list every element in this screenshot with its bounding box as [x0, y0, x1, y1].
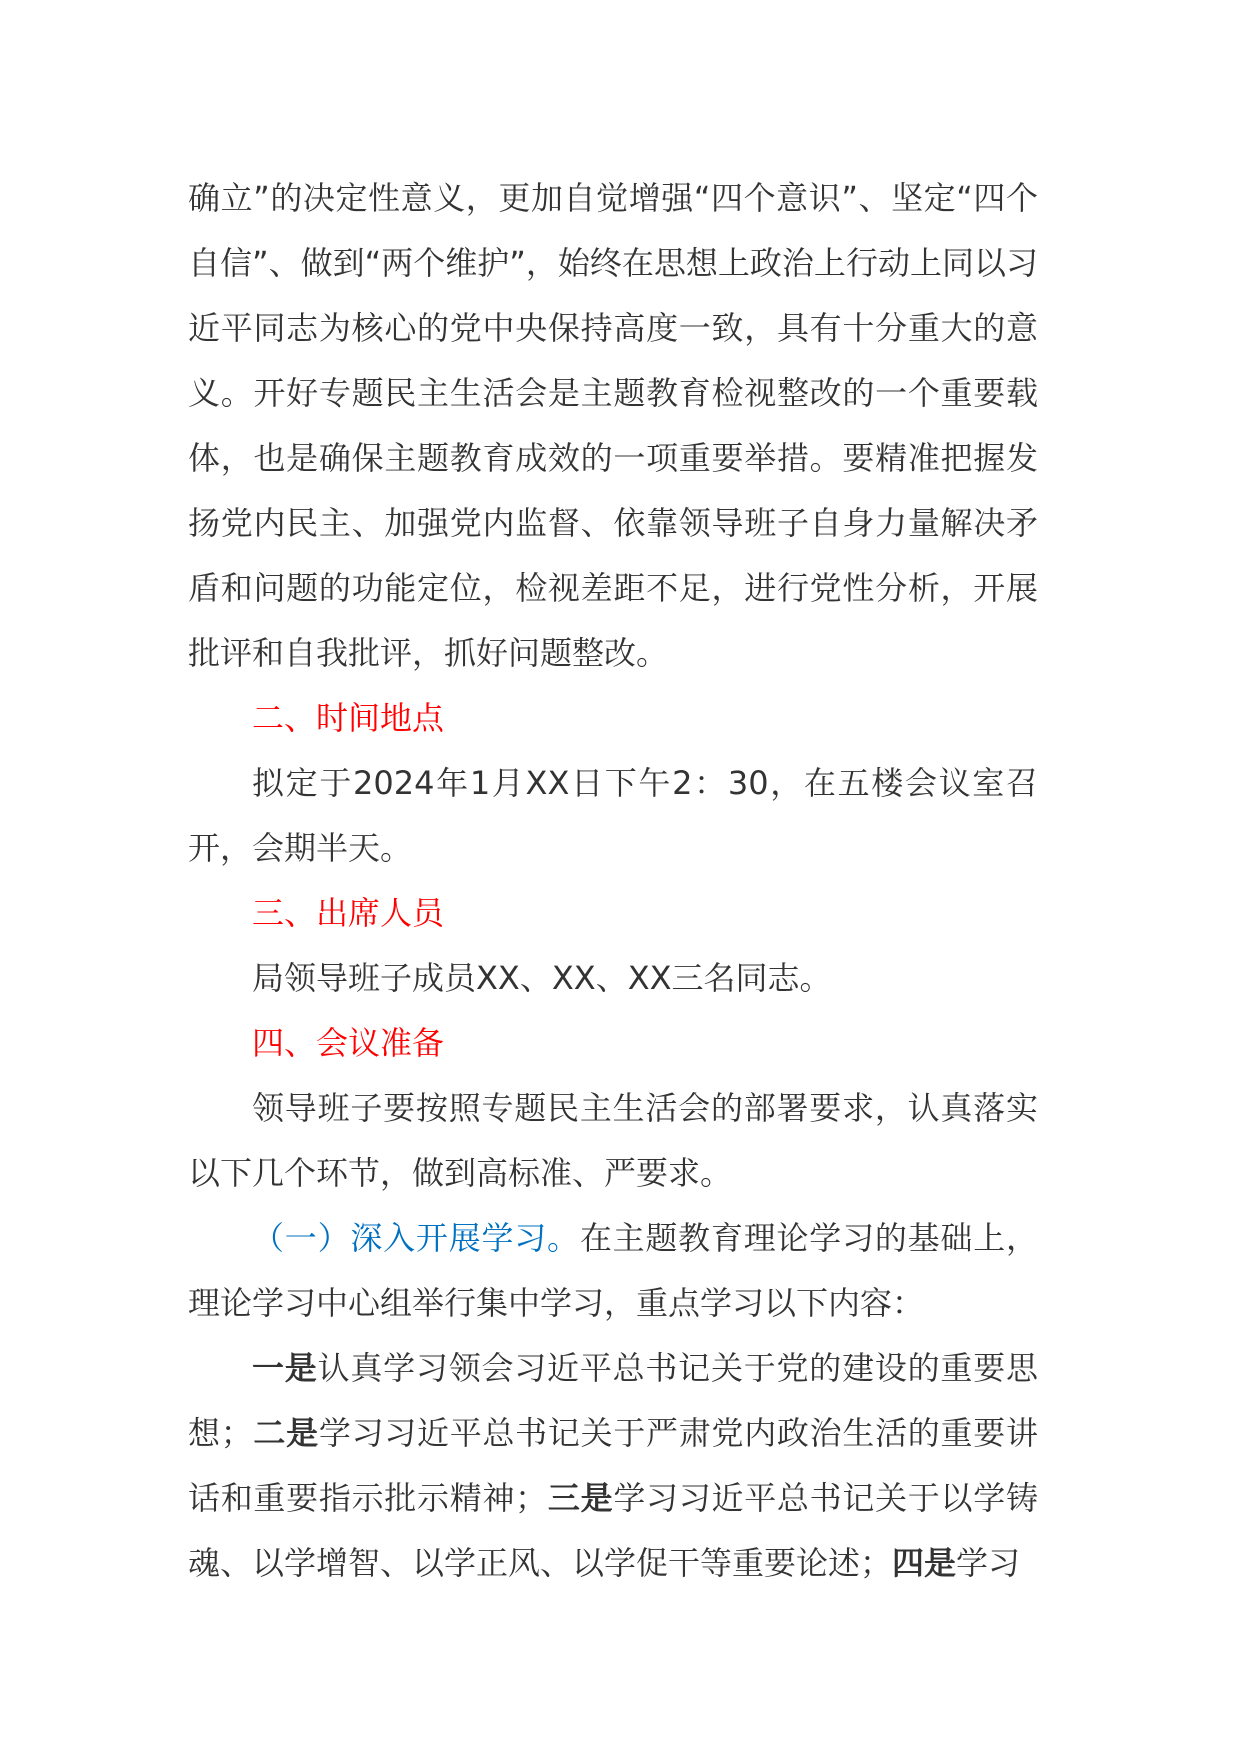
item-label: 四是: [892, 1544, 957, 1582]
study-paragraph: [188, 1206, 1038, 1336]
time-place-paragraph: 拟定于2024年1月XX日下午2：30，在五楼会议室召开，会期半天。: [188, 764, 1038, 867]
item-text: 认真学习领会习近平总书记关于党的建设的重要思想；: [188, 1349, 1038, 1452]
preparation-paragraph: 领导班子要按照专题民主生活会的部署要求，认真落实以下几个环节，做到高标准、严要求。: [188, 1089, 1038, 1192]
intro-paragraph: 确立”的决定性意义，更加自觉增强“四个意识”、坚定“四个自信”、做到“两个维护”，始终在思想上政治上行动上同以习近平同志为核心的党中央保持高度一致，具有十分重大的意义。开好专题民主生活会是主题教育检视整改的一个重要载体，也是确保主题教育成效的一项重要举措。要精准把握发扬党内民主、加强党内监督、依靠领导班子自身力量解决矛盾和问题的功能定位，检视差距不足，进行党性分析，开展批评和自我批评，抓好问题整改。: [188, 179, 1038, 672]
document-body: [188, 166, 1038, 1596]
item-label: 一是: [252, 1349, 318, 1387]
section-heading-attendees: 三、出席人员: [252, 894, 445, 932]
item-label: 三是: [547, 1479, 614, 1517]
study-intro-text: 在主题教育理论学习的基础上，理论学习中心组举行集中学习，重点学习以下内容：: [188, 1219, 1038, 1322]
study-subheading: （一）深入开展学习。: [252, 1219, 580, 1257]
item-text: 学习: [956, 1544, 1021, 1582]
study-items-paragraph: [188, 1336, 1038, 1596]
item-text: 学习习近平总书记关于以学铸魂、以学增智、以学正风、以学促干等重要论述；: [188, 1479, 1038, 1582]
item-text: 学习习近平总书记关于严肃党内政治生活的重要讲话和重要指示批示精神；: [188, 1414, 1038, 1517]
attendees-paragraph: 局领导班子成员XX、XX、XX三名同志。: [252, 959, 832, 997]
item-label: 二是: [252, 1414, 319, 1452]
section-heading-preparation: 四、会议准备: [252, 1024, 445, 1062]
section-heading-time-place: 二、时间地点: [252, 699, 445, 737]
